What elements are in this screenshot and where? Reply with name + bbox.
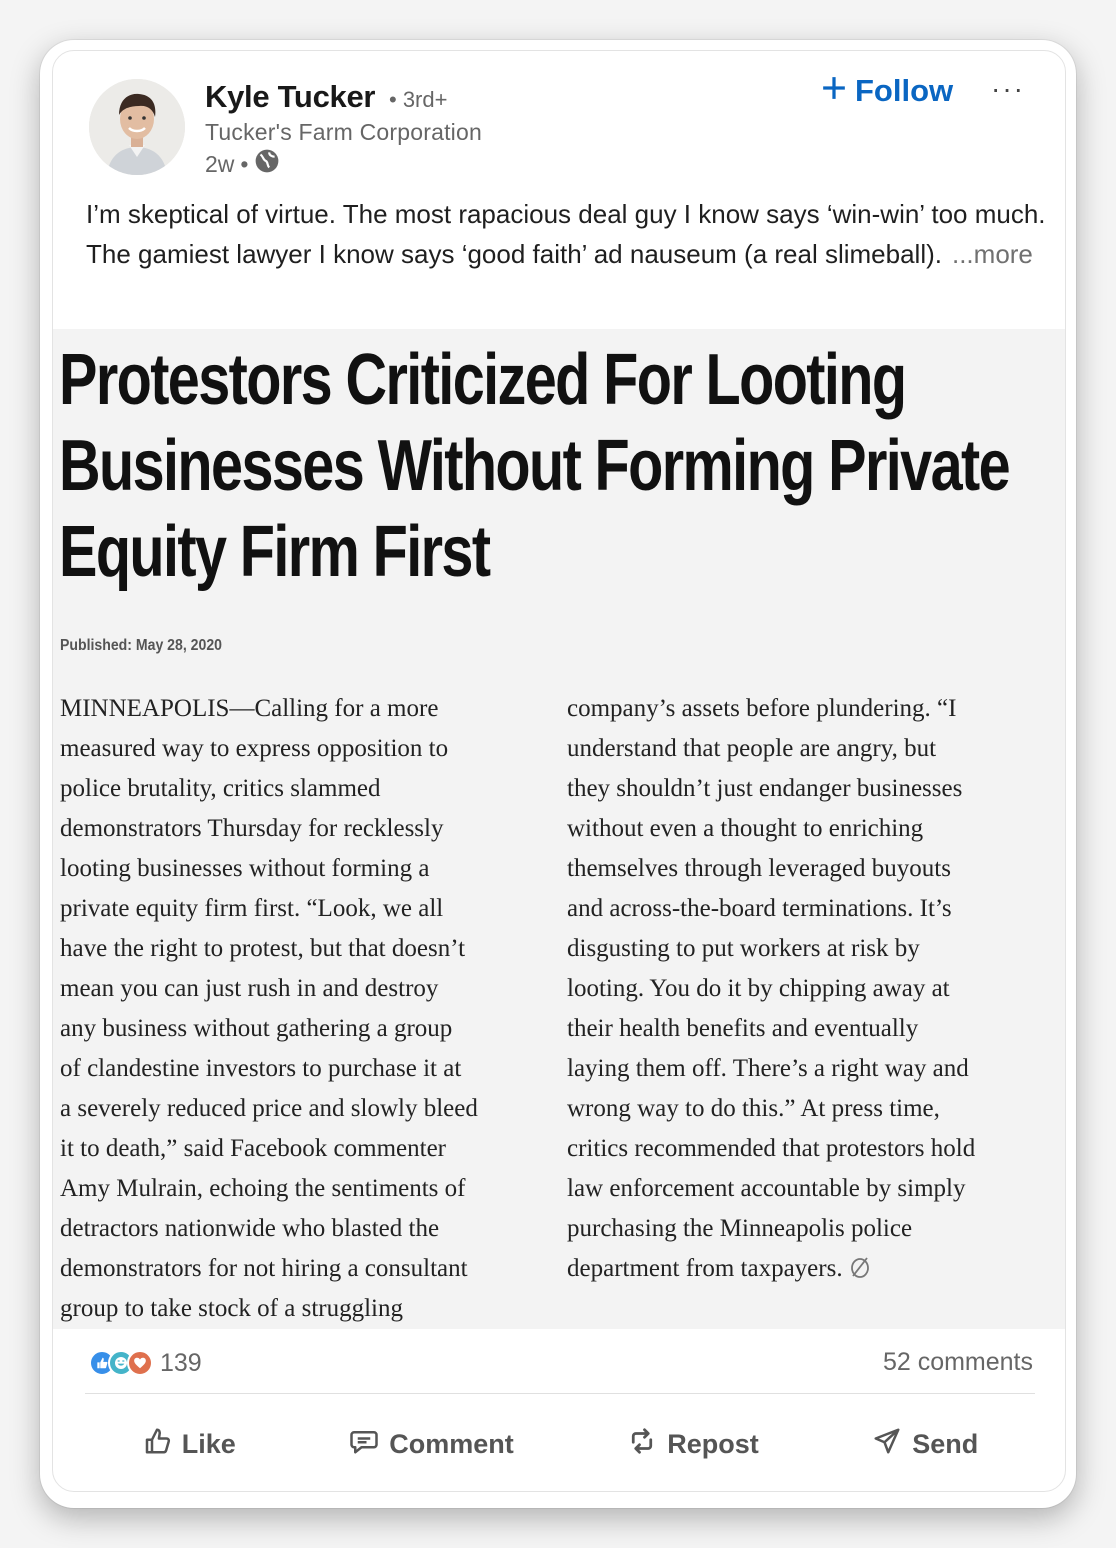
repost-button[interactable] (627, 1426, 759, 1463)
post-meta (205, 149, 280, 179)
headline-line: Equity Firm First (59, 512, 490, 592)
headline-line: Protestors Criticized For Looting (59, 340, 906, 420)
article-line: MINNEAPOLIS—Calling for a more (60, 695, 439, 722)
article-line: looting. You do it by chipping away at (567, 975, 950, 1002)
divider (85, 1393, 1035, 1394)
comment-button[interactable] (349, 1426, 514, 1463)
repost-label: Repost (667, 1428, 759, 1459)
send-button[interactable] (872, 1426, 978, 1463)
globe-icon (254, 148, 280, 180)
article-line: their health benefits and eventually (567, 1015, 919, 1042)
article-column-right (567, 689, 1057, 1291)
article-line: have the right to protest, but that doesn’t (60, 935, 466, 962)
article-line: understand that people are angry, but (567, 735, 937, 762)
plus-icon (821, 73, 847, 109)
post-body: I’m skeptical of virtue. The most rapacious deal guy I know says ‘win-win’ too much. The gamiest lawyer I know says ‘good faith’ ad nauseum (a real slimeball). (86, 199, 1046, 269)
author-name[interactable]: Kyle Tucker (205, 79, 376, 114)
article-last-line (567, 1249, 1057, 1291)
follow-label: Follow (855, 73, 954, 108)
article-line: laying them off. There’s a right way and (567, 1055, 969, 1082)
post-time: 2w (205, 150, 235, 177)
article-line: any business without gathering a group (60, 1015, 453, 1042)
love-icon (127, 1350, 153, 1376)
article-line: police brutality, critics slammed (60, 775, 381, 802)
onion-logo-icon (849, 1251, 871, 1291)
published-date: Published: May 28, 2020 (60, 637, 222, 654)
like-button[interactable] (142, 1426, 236, 1463)
article-line: demonstrators for not hiring a consultant (60, 1255, 468, 1282)
article-line: purchasing the Minneapolis police (567, 1215, 913, 1242)
article-line: looting businesses without forming a (60, 855, 430, 882)
reactions-summary[interactable] (89, 1348, 202, 1378)
comments-count[interactable]: 52 comments (882, 1348, 1033, 1376)
article-line: themselves through leveraged buyouts (567, 855, 951, 882)
article-headline (59, 337, 1051, 595)
more-options-icon[interactable]: ··· (991, 73, 1025, 104)
thumbs-up-icon (142, 1426, 172, 1463)
author-company: Tucker's Farm Corporation (205, 119, 482, 145)
article-line: department from taxpayers. (567, 1255, 843, 1282)
like-label: Like (181, 1428, 236, 1459)
article-line: demonstrators Thursday for recklessly (60, 815, 444, 842)
send-icon (872, 1426, 902, 1463)
article-line: group to take stock of a struggling (60, 1295, 403, 1322)
comment-label: Comment (389, 1428, 514, 1459)
article-line: mean you can just rush in and destroy (60, 975, 439, 1002)
article-line: critics recommended that protestors hold (567, 1135, 976, 1162)
see-more-link[interactable]: ...more (951, 239, 1033, 269)
linkedin-post-card (52, 50, 1066, 1492)
article-line: measured way to express opposition to (60, 735, 449, 762)
article-line: it to death,” said Facebook commenter (60, 1135, 446, 1162)
article-line: Amy Mulrain, echoing the sentiments of (60, 1175, 466, 1202)
post-text (86, 194, 1046, 274)
article-line: they shouldn’t just endanger businesses (567, 775, 963, 802)
article-line: private equity firm first. “Look, we all (60, 895, 444, 922)
comment-icon (349, 1426, 379, 1463)
action-bar (85, 1409, 1035, 1479)
headline-line: Businesses Without Forming Private (59, 426, 1010, 506)
reaction-count: 139 (160, 1348, 202, 1377)
article-line: and across-the-board terminations. It’s (567, 895, 952, 922)
article-line: company’s assets before plundering. “I (567, 695, 957, 722)
article-line: law enforcement accountable by simply (567, 1175, 966, 1202)
article-line: detractors nationwide who blasted the (60, 1215, 440, 1242)
article-line: without even a thought to enriching (567, 815, 924, 842)
meta-separator: • (240, 150, 249, 177)
article-line: wrong way to do this.” At press time, (567, 1095, 940, 1122)
article-column-left (60, 689, 542, 1329)
article-line: of clandestine investors to purchase it at (60, 1055, 462, 1082)
send-label: Send (912, 1428, 979, 1459)
connection-degree: • 3rd+ (389, 87, 448, 112)
repost-icon (627, 1426, 657, 1463)
follow-button[interactable] (821, 73, 953, 109)
article-image[interactable] (53, 329, 1066, 1329)
article-line: a severely reduced price and slowly bleed (60, 1095, 478, 1122)
avatar[interactable] (89, 79, 185, 175)
article-line: disgusting to put workers at risk by (567, 935, 920, 962)
